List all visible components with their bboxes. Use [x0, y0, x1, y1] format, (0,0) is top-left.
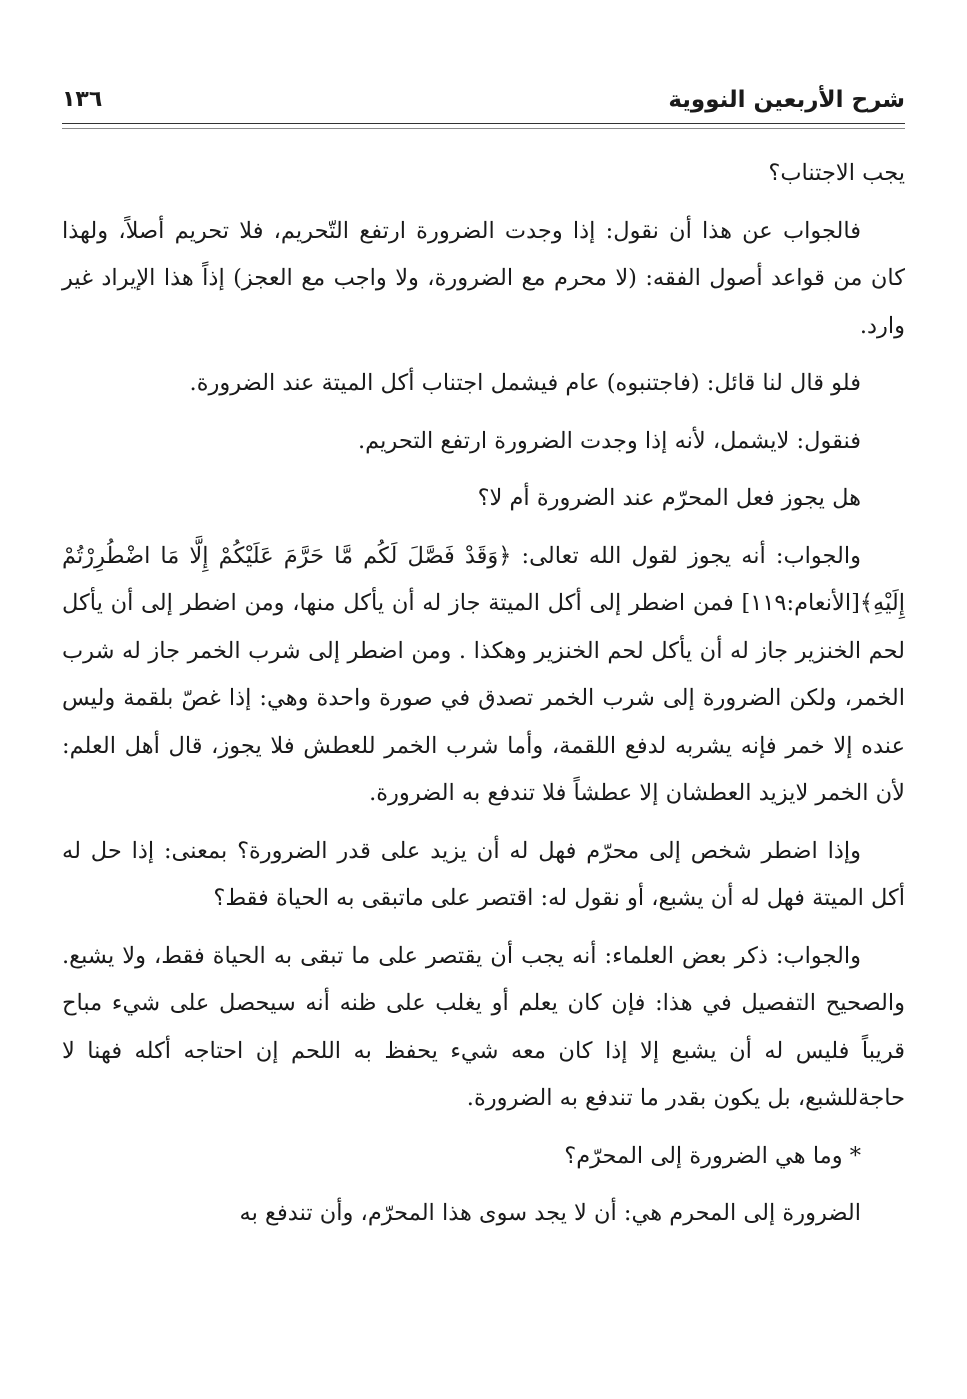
paragraph-7: وإذا اضطر شخص إلى محرّم فهل له أن يزيد على قدر الضرورة؟ بمعنى: إذا حل له أكل الميتة فهل له أن يشبع، أو نقول له: اقتصر على ماتبقى به الحياة فقط؟	[62, 837, 905, 911]
paragraph-10: الضرورة إلى المحرم هي: أن لا يجد سوى هذا المحرّم، وأن تندفع به	[239, 1200, 861, 1226]
page-header	[62, 84, 905, 120]
paragraph-2: فالجواب عن هذا أن نقول: إذا وجدت الضرورة ارتفع التّحريم، فلا تحريم أصلاً، ولهذا كان من قواعد أصول الفقه: (لا محرم مع الضرورة، ولا واجب مع العجز) إذاً هذا الإيراد غير وارد.	[62, 217, 905, 339]
body-text	[62, 150, 905, 1248]
paragraph-3: فلو قال لنا قائل: (فاجتنبوه) عام فيشمل اجتناب أكل الميتة عند الضرورة.	[189, 370, 861, 396]
header-divider	[62, 123, 905, 129]
running-title: شرح الأربعين النووية	[668, 87, 905, 113]
paragraph-4: فنقول: لايشمل، لأنه إذا وجدت الضرورة ارتفع التحريم.	[358, 427, 861, 454]
paragraph-1: يجب الاجتناب؟	[768, 160, 905, 186]
paragraph-5: هل يجوز فعل المحرّم عند الضرورة أم لا؟	[477, 485, 861, 511]
page-number: ١٣٦	[62, 87, 103, 112]
paragraph-9: * وما هي الضرورة إلى المحرّم؟	[564, 1142, 861, 1169]
paragraph-8: والجواب: ذكر بعض العلماء: أنه يجب أن يقتصر على ما تبقى به الحياة فقط، ولا يشبع. والصحيح التفصيل في هذا: فإن كان يعلم أو يغلب على ظنه أنه سيحصل على شيء مباح قريباً فليس له أن يشبع إلا إذا كان معه شيء يحفظ به اللحم إن احتاجه أكله فهنا لا حاجةللشبع، بل يكون بقدر ما تندفع به الضرورة.	[62, 942, 905, 1111]
paragraph-6: والجواب: أنه يجوز لقول الله تعالى: ﴿وَقَدْ فَصَّلَ لَكُم مَّا حَرَّمَ عَلَيْكُمْ إِلَّا مَا اضْطُرِرْتُمْ إِلَيْهِ﴾[الأنعام:١١٩] فمن اضطر إلى أكل الميتة جاز له أن يأكل منها، ومن اضطر إلى أن يأكل لحم الخنزير جاز له أن يأكل لحم الخنزير وهكذا . ومن اضطر إلى شرب الخمر جاز له شرب الخمر، ولكن الضرورة إلى شرب الخمر تصدق في صورة واحدة وهي: إذا غصّ بلقمة وليس عنده إلا خمر فإنه يشربه لدفع اللقمة، وأما شرب الخمر للعطش فلا يجوز، قال أهل العلم: لأن الخمر لايزيد العطشان إلا عطشاً فلا تندفع به الضرورة.	[62, 542, 905, 806]
